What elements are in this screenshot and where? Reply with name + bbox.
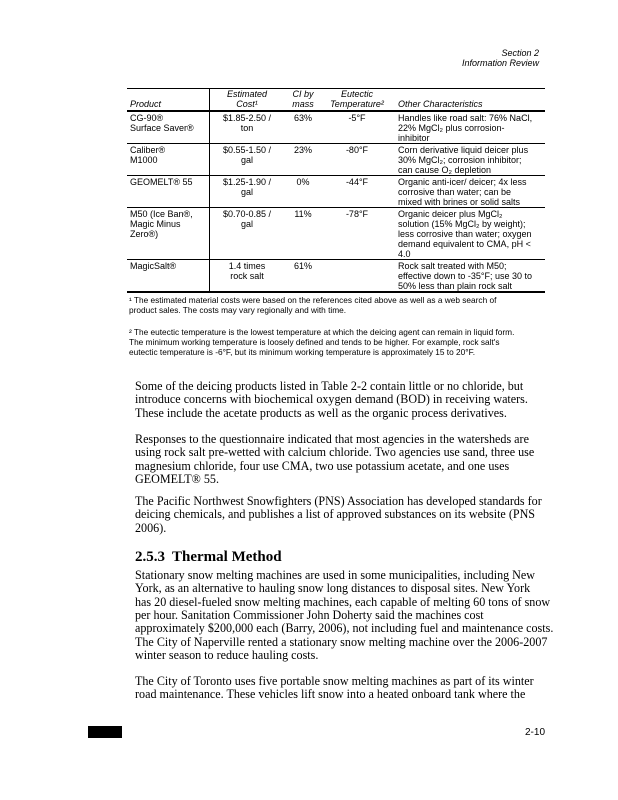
- text-line: inhibitor: [398, 133, 430, 143]
- text-line: York, as an alternative to hauling snow long distances to disposal sites. New York: [135, 581, 531, 596]
- text-line: demand equivalent to CMA, pH <: [398, 239, 531, 249]
- text-line: Organic deicer plus MgCl₂: [398, 209, 503, 219]
- cell-other-characteristics: [392, 144, 545, 176]
- paragraph-pns: [135, 495, 542, 535]
- cell-estimated-cost: [210, 111, 285, 144]
- cell-product: [127, 208, 210, 260]
- text-line: Zero®): [130, 229, 159, 239]
- running-header: [462, 48, 539, 68]
- text-line: Responses to the questionnaire indicated that most agencies in the watersheds are: [135, 432, 529, 446]
- text-line: ton: [240, 123, 254, 133]
- text-line: -80°F: [345, 145, 369, 155]
- text-line: less corrosive than water; oxygen: [398, 229, 532, 239]
- footnote-1: [129, 295, 545, 315]
- deicer-products-table: [127, 88, 545, 293]
- text-line: product sales. The costs may vary regionally and with time.: [129, 305, 347, 315]
- text-line: 4.0: [398, 249, 411, 259]
- cell-eutectic-temperature: [322, 111, 392, 144]
- column-header-product: [127, 89, 210, 112]
- text-line: Estimated: [226, 89, 268, 99]
- text-line: introduce concerns with biochemical oxygen demand (BOD) in receiving waters.: [135, 392, 528, 407]
- text-line: Organic anti-icer/ deicer; 4x less: [398, 177, 527, 187]
- text-line: solution (15% MgCl₂ by weight);: [398, 219, 526, 229]
- text-line: Caliber®: [130, 145, 166, 155]
- column-header-estimated-cost: [210, 89, 285, 112]
- text-line: $1.25-1.90 /: [222, 177, 272, 187]
- text-line: ¹ The estimated material costs were based on the references cited above as well as a web search of: [129, 295, 497, 305]
- text-line: per hour. Sanitation Commissioner John Doherty said the machines cost: [135, 608, 484, 623]
- text-line: deicing chemicals, and publishes a list of approved substances on its website (PNS: [135, 507, 536, 522]
- footnote-2: [129, 327, 545, 357]
- cell-estimated-cost: [210, 176, 285, 208]
- text-line: gal: [240, 155, 253, 165]
- cell-eutectic-temperature: [322, 144, 392, 176]
- text-line: 63%: [293, 113, 312, 123]
- text-line: $1.85-2.50 /: [222, 113, 272, 123]
- cell-ci-by-mass: [284, 208, 322, 260]
- text-line: eutectic temperature is -6°F, but its minimum working temperature is approximately 15 to 20°F.: [129, 347, 476, 357]
- cell-ci-by-mass: [284, 176, 322, 208]
- column-header-other-characteristics: [392, 89, 545, 112]
- text-line: These include the acetate products as well as the organic process derivatives.: [135, 405, 507, 420]
- text-line: 2006).: [135, 520, 167, 535]
- text-line: 50% less than plain rock salt: [398, 281, 513, 291]
- text-line: can cause O₂ depletion: [398, 165, 492, 175]
- text-line: M1000: [130, 155, 158, 165]
- cell-ci-by-mass: [284, 260, 322, 293]
- column-header-eutectic-temperature: [322, 89, 392, 112]
- table-row: [127, 111, 545, 144]
- text-line: 1.4 times: [228, 261, 266, 271]
- text-line: M50 (Ice Ban®,: [130, 209, 193, 219]
- text-line: -44°F: [345, 177, 369, 187]
- text-line: using rock salt pre-wetted with calcium chloride. Two agencies use sand, three use: [135, 445, 535, 460]
- text-line: Handles like road salt: 76% NaCl,: [398, 113, 533, 123]
- text-line: -78°F: [345, 209, 369, 219]
- footer-black-bar: [88, 726, 122, 738]
- text-line: magnesium chloride, four use CMA, two use potassium acetate, and one uses: [135, 458, 510, 473]
- header-section: Section 2: [501, 48, 539, 58]
- cell-product: [127, 111, 210, 144]
- text-line: 30% MgCl₂; corrosion inhibitor;: [398, 155, 522, 165]
- column-header-ci-by-mass: [284, 89, 322, 112]
- text-line: Cost¹: [236, 99, 258, 109]
- paragraph-stationary-melters: [135, 569, 553, 662]
- page-number: 2-10: [525, 727, 546, 738]
- table-row: [127, 260, 545, 293]
- text-line: mass: [292, 99, 314, 109]
- text-line: -5°F: [348, 113, 366, 123]
- text-line: 11%: [294, 209, 312, 219]
- cell-eutectic-temperature: [322, 208, 392, 260]
- text-line: The City of Toronto uses five portable snow melting machines as part of its winter: [135, 674, 534, 688]
- table-row: [127, 144, 545, 176]
- text-line: CI by: [292, 89, 314, 99]
- text-line: The Pacific Northwest Snowfighters (PNS) Association has developed standards for: [135, 494, 542, 508]
- section-number: 2.5.3: [135, 549, 165, 565]
- text-line: Rock salt treated with M50;: [398, 261, 507, 271]
- text-line: Surface Saver®: [130, 123, 194, 133]
- text-line: $0.55-1.50 /: [222, 145, 272, 155]
- text-line: 23%: [293, 145, 312, 155]
- cell-other-characteristics: [392, 260, 545, 293]
- header-subtitle: Information Review: [461, 58, 539, 68]
- text-line: GEOMELT® 55: [130, 177, 193, 187]
- section-title: Thermal Method: [172, 549, 282, 565]
- table-row: [127, 176, 545, 208]
- paragraph-chloride: [135, 380, 528, 420]
- text-line: gal: [240, 219, 253, 229]
- text-line: Corn derivative liquid deicer plus: [398, 145, 529, 155]
- cell-product: [127, 260, 210, 293]
- cell-ci-by-mass: [284, 144, 322, 176]
- text-line: The minimum working temperature is loosely defined and tends to be higher. For example, rock salt's: [129, 337, 500, 347]
- text-line: 61%: [293, 261, 312, 271]
- paragraph-toronto: [135, 675, 534, 702]
- text-line: 22% MgCl₂ plus corrosion-: [398, 123, 505, 133]
- paragraph-questionnaire: [135, 433, 534, 486]
- text-line: 0%: [296, 177, 310, 187]
- cell-product: [127, 176, 210, 208]
- text-line: Some of the deicing products listed in Table 2-2 contain little or no chloride, but: [135, 379, 524, 393]
- text-line: mixed with brines or solid salts: [398, 197, 521, 207]
- text-line: corrosive than water; can be: [398, 187, 512, 197]
- text-line: effective down to -35°F; use 30 to: [398, 271, 533, 281]
- cell-eutectic-temperature: [322, 260, 392, 293]
- text-line: $0.70-0.85 /: [222, 209, 272, 219]
- text-line: has 20 diesel-fueled snow melting machines, each capable of melting 60 tons of snow: [135, 594, 551, 609]
- text-line: winter season to reduce hauling costs.: [135, 648, 319, 663]
- text-line: road maintenance. These vehicles lift snow into a heated onboard tank where the: [135, 687, 526, 702]
- table-row: [127, 208, 545, 260]
- cell-other-characteristics: [392, 111, 545, 144]
- text-line: Magic Minus: [130, 219, 181, 229]
- cell-other-characteristics: [392, 208, 545, 260]
- table-body: [127, 111, 545, 292]
- text-line: MagicSalt®: [130, 261, 177, 271]
- text-line: Stationary snow melting machines are used in some municipalities, including New: [135, 568, 536, 582]
- text-line: Other Characteristics: [398, 99, 483, 109]
- text-line: Product: [130, 99, 162, 109]
- text-line: The City of Naperville rented a stationary snow melting machine over the 2006-2007: [135, 634, 548, 649]
- text-line: approximately $200,000 each (Barry, 2006), not including fuel and maintenance costs.: [135, 621, 554, 636]
- cell-other-characteristics: [392, 176, 545, 208]
- cell-estimated-cost: [210, 144, 285, 176]
- text-line: gal: [240, 187, 253, 197]
- text-line: Eutectic: [340, 89, 373, 99]
- table-header-row: [127, 89, 545, 112]
- text-line: Temperature²: [330, 99, 384, 109]
- cell-estimated-cost: [210, 260, 285, 293]
- text-line: ² The eutectic temperature is the lowest temperature at which the deicing agent can remain in liquid form.: [129, 327, 515, 337]
- table-with-footnotes: [127, 88, 545, 357]
- section-heading: [135, 549, 289, 566]
- cell-estimated-cost: [210, 208, 285, 260]
- cell-eutectic-temperature: [322, 176, 392, 208]
- text-line: CG-90®: [130, 113, 164, 123]
- cell-ci-by-mass: [284, 111, 322, 144]
- text-line: rock salt: [230, 271, 264, 281]
- cell-product: [127, 144, 210, 176]
- text-line: GEOMELT® 55.: [135, 472, 219, 487]
